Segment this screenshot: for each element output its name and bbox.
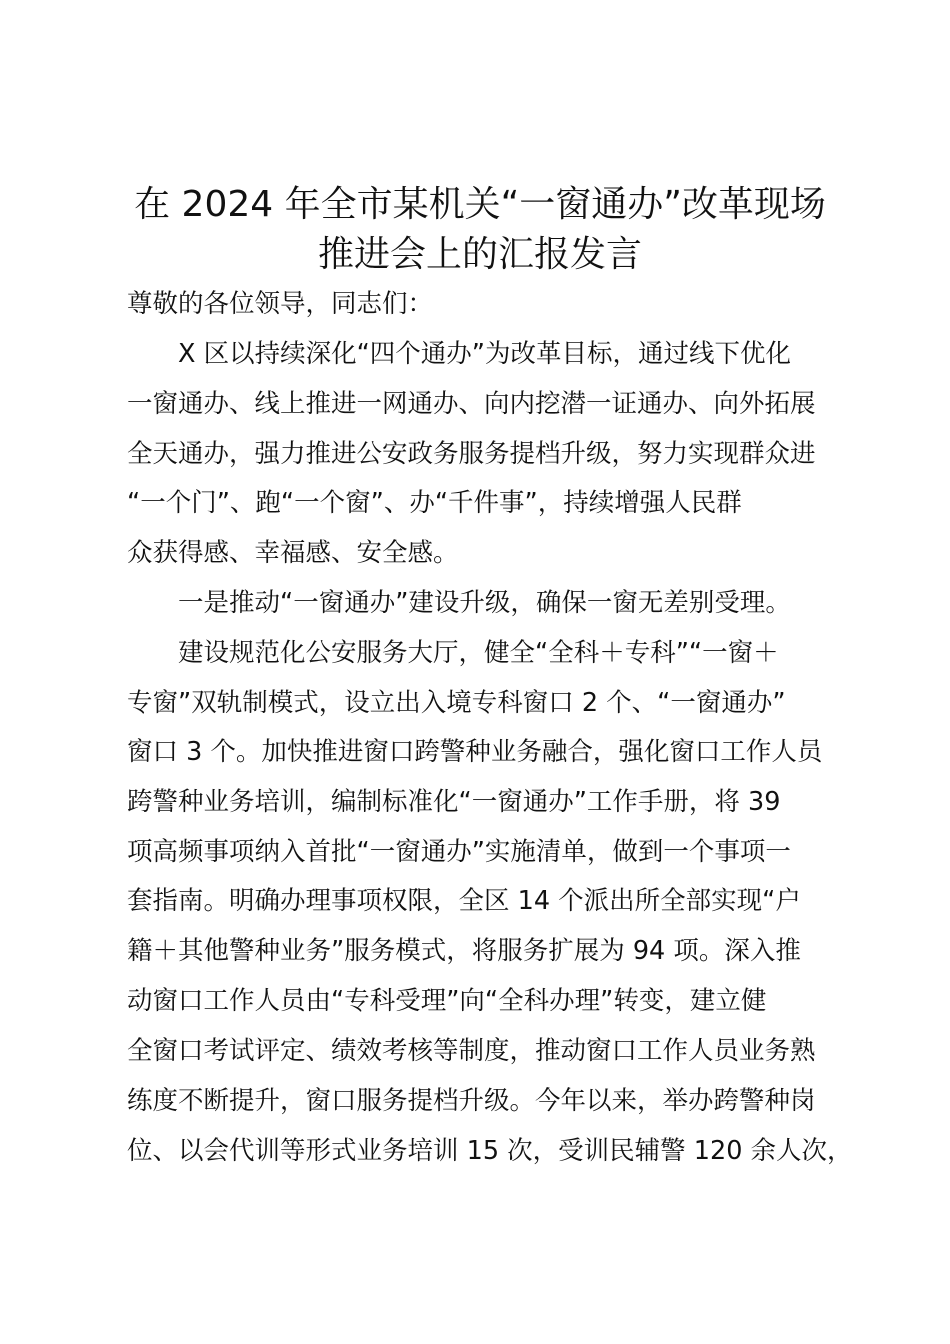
body-line: “一个门”、跑“一个窗”、办“千件事”，持续增强人民群	[127, 488, 742, 518]
salutation: 尊敬的各位领导，同志们：	[127, 289, 434, 319]
body-line: 跨警种业务培训，编制标准化“一窗通办”工作手册，将 39	[127, 787, 781, 817]
body-line: 全窗口考试评定、绩效考核等制度，推动窗口工作人员业务熟	[127, 1036, 816, 1066]
body-line: 专窗”双轨制模式，设立出入境专科窗口 2 个、“一窗通办”	[127, 688, 786, 718]
body-line: 练度不断提升，窗口服务提档升级。今年以来，举办跨警种岗	[127, 1086, 816, 1116]
body-line: 项高频事项纳入首批“一窗通办”实施清单，做到一个事项一	[127, 837, 791, 867]
body-line: 籍＋其他警种业务”服务模式，将服务扩展为 94 项。深入推	[127, 936, 801, 966]
body-line: 建设规范化公安服务大厅，健全“全科＋专科”“一窗＋	[178, 638, 779, 668]
section-heading: 一是推动“一窗通办”建设升级，确保一窗无差别受理。	[178, 588, 791, 618]
body-line: 位、以会代训等形式业务培训 15 次，受训民辅警 120 余人次，	[127, 1136, 853, 1166]
body-line: 一窗通办、线上推进一网通办、向内挖潜一证通办、向外拓展	[127, 389, 816, 419]
body-line: 众获得感、幸福感、安全感。	[127, 538, 459, 568]
document-title-line-2: 推进会上的汇报发言	[317, 234, 642, 275]
body-line: 全天通办，强力推进公安政务服务提档升级，努力实现群众进	[127, 439, 816, 469]
body-line: 动窗口工作人员由“专科受理”向“全科办理”转变，建立健	[127, 986, 767, 1016]
body-line: 套指南。明确办理事项权限，全区 14 个派出所全部实现“户	[127, 886, 801, 916]
document-title-line-1: 在 2024 年全市某机关“一窗通办”改革现场	[134, 184, 826, 225]
body-line: 窗口 3 个。加快推进窗口跨警种业务融合，强化窗口工作人员	[127, 737, 823, 767]
body-line: X 区以持续深化“四个通办”为改革目标，通过线下优化	[178, 339, 791, 369]
